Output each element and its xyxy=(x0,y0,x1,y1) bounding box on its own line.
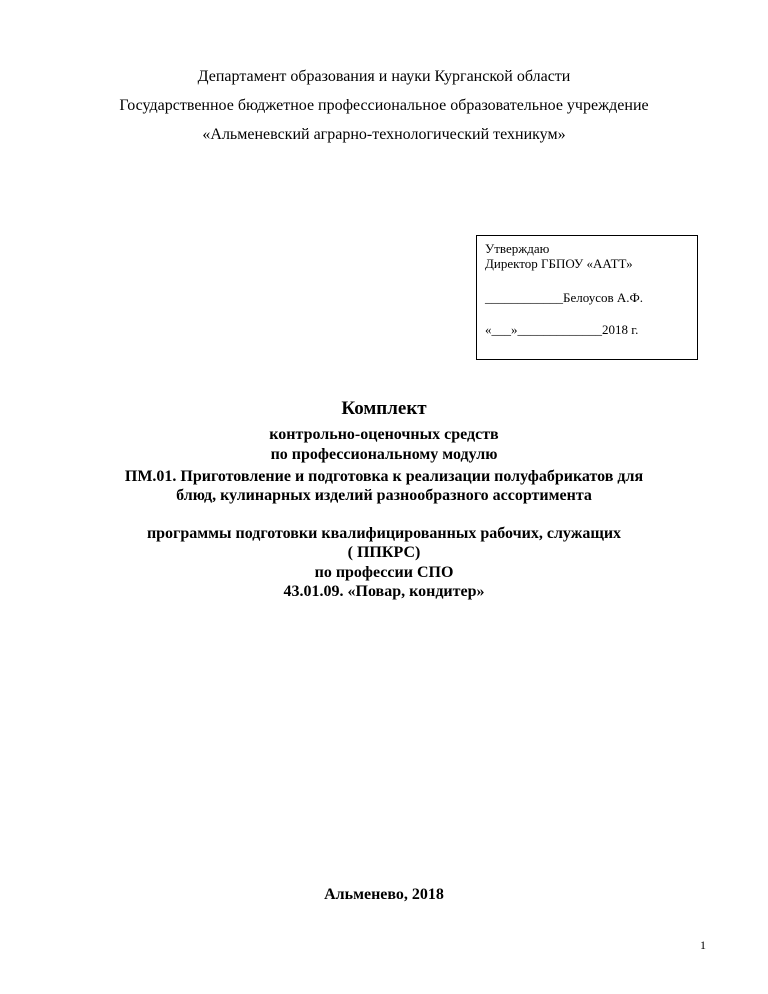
approval-director: Директор ГБПОУ «ААТТ» xyxy=(485,256,633,271)
department-name: Департамент образования и науки Курганской области xyxy=(197,68,571,85)
city-year: Альменево, 2018 xyxy=(324,886,444,903)
title-line-2: по профессиональному модулю xyxy=(270,446,498,463)
title-line-1: контрольно-оценочных средств xyxy=(269,426,499,443)
module-title-line-1: ПМ.01. Приготовление и подготовка к реализации полуфабрикатов для xyxy=(124,468,644,485)
institution-name: «Альменевский аграрно-технологический техникум» xyxy=(202,126,566,143)
approval-stamp-box xyxy=(476,235,698,360)
page-number: 1 xyxy=(700,938,706,952)
approval-label: Утверждаю xyxy=(485,241,550,256)
program-line-1: программы подготовки квалифицированных рабочих, служащих xyxy=(146,525,622,542)
module-title-line-2: блюд, кулинарных изделий разнообразного ассортимента xyxy=(176,487,592,504)
document-title: Комплект xyxy=(341,398,427,419)
approval-signature: ____________Белоусов А.Ф. xyxy=(485,290,644,305)
institution-type: Государственное бюджетное профессиональное образовательное учреждение xyxy=(119,97,649,114)
approval-date: «___»_____________2018 г. xyxy=(485,322,639,337)
program-line-2: ( ППКРС) xyxy=(347,544,421,561)
profession-line-1: по профессии СПО xyxy=(314,564,454,581)
profession-line-2: 43.01.09. «Повар, кондитер» xyxy=(283,583,485,600)
